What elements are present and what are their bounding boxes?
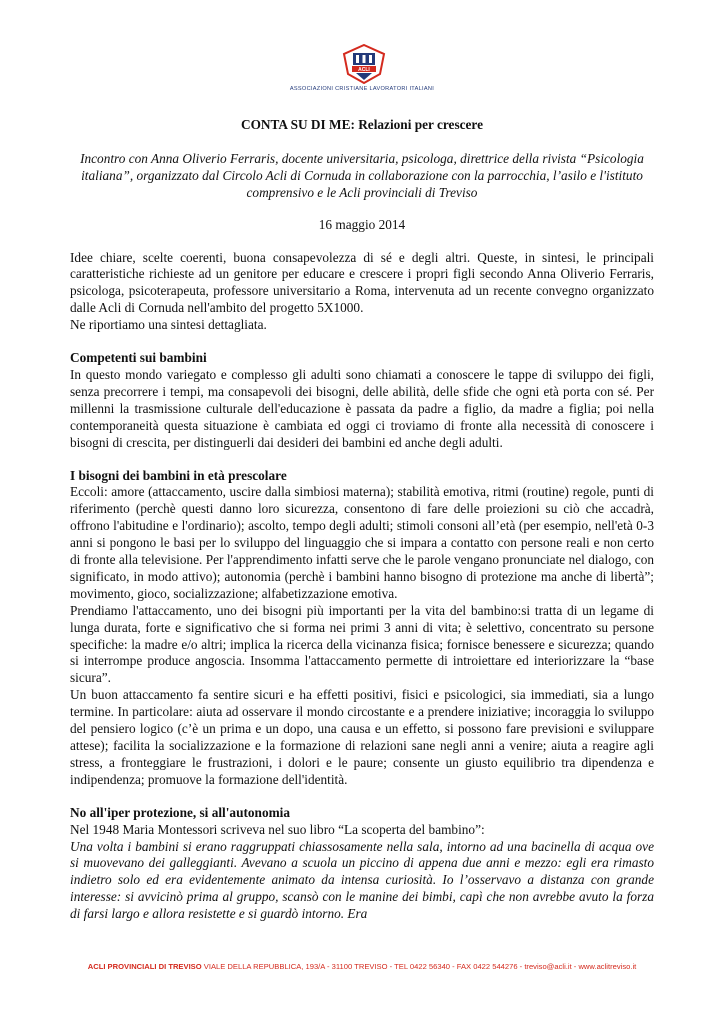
section-paragraph: Un buon attaccamento fa sentire sicuri e ha effetti positivi, fisici e psicologici, sia immediati, sia a lungo termine. In particolare: aiuta ad osservare il mondo circostante e a prendere iniziative; incoraggia lo sviluppo del pensiero logico (c’è un prima e un dopo, una causa e un effetto, si possono fare previsioni e sviluppare attese); facilita la socializzazione e la formazione di relazioni sane negli anni a venire; aiuta a reagire agli stress, a fronteggiare le frustrazioni, i dolori e le paure; consente un giusto equilibrio tra dipendenza e indipendenza; promuove la formazione dell'identità. — [70, 687, 654, 787]
section-paragraph: Nel 1948 Maria Montessori scriveva nel suo libro “La scoperta del bambino”: — [70, 821, 485, 837]
footer-brand: ACLI PROVINCIALI DI TREVISO — [87, 962, 202, 971]
section-heading: No all'iper protezione, si all'autonomia — [70, 804, 291, 820]
document-subtitle: Incontro con Anna Oliverio Ferraris, docente universitaria, psicologa, direttrice della rivista “Psicologia italiana”, organizzato dal Circolo Acli di Cornuda in collaborazione con la parrocchia, l’asilo e l'istituto comprensivo e le Acli provinciali di Treviso — [80, 150, 644, 200]
page-footer — [0, 962, 724, 971]
section-heading: I bisogni dei bambini in età prescolare — [70, 467, 287, 483]
logo-text: ACLI — [358, 67, 370, 73]
section-paragraph: Prendiamo l'attaccamento, uno dei bisogni più importanti per la vita del bambino:si tratta di un legame di lunga durata, forte e significativo che si forma nei primi 3 anni di vita; è selettivo, concentrato su persone specifiche: la madre e/o altri; implica la ricerca della vicinanza fisica; fornisce benessere e sicurezza; quando si interrompe produce angoscia. Insomma l'attaccamento permette di introiettare ed interiorizzare la “base sicura”. — [70, 602, 654, 686]
montessori-quote: Una volta i bambini si erano raggruppati chiassosamente nella sala, intorno ad una bacinella di acqua ove si muovevano dei galleggianti. Avevano a scuola un piccino di appena due anni e mezzo: egli era rimasto indietro solo ed era evidentemente animato da intensa curiosità. Io l’osservavo a distanza con grande interesse: si avvicinò prima al gruppo, scansò con le manine dei bimbi, capì che non avrebbe avuto la forza di farsi largo e allora resistette e si guardò intorno. Era — [70, 838, 654, 922]
section-paragraph: In questo mondo variegato e complesso gli adulti sono chiamati a conoscere le tappe di sviluppo dei figli, senza precorrere i tempi, ma consapevoli dei bisogni, delle abilità, delle sfide che ogni età porta con sé. Per millenni la trasmissione culturale dell'educazione è passata da padre a figlio, da madre a figlia; poi nella contemporaneità questa situazione è cambiata ed oggi ci troviamo di fronte alla necessità di conoscere i bisogni di crescita, per distinguerli dai desideri dei bambini ed anche degli adulti. — [70, 366, 654, 450]
footer-contact-info: VIALE DELLA REPUBBLICA, 193/A - 31100 TREVISO - TEL 0422 56340 - FAX 0422 544276 - treviso@acli.it - www.aclitreviso.it — [203, 962, 637, 971]
document-date: 16 maggio 2014 — [318, 216, 406, 232]
intro-paragraph: Idee chiare, scelte coerenti, buona consapevolezza di sé e degli altri. Queste, in sintesi, le principali caratteristiche richieste ad un genitore per educare e crescere i propri figli secondo Anna Oliverio Ferraris, psicologa, psicoterapeuta, professore universitario a Roma, intervenuta ad un recente convegno organizzato dalle Acli di Cornuda nell'ambito del progetto 5X1000. — [70, 249, 654, 316]
section-paragraph: Eccoli: amore (attaccamento, uscire dalla simbiosi materna); stabilità emotiva, ritmi (routine) regole, punti di riferimento (perchè questi danno loro sicurezza, consentono di fare delle proiezioni su ciò che accadrà, offrono l'abitudine e l'ordinario); ascolto, tempo degli adulti; stimoli consoni all’età (per esempio, nell'età 0-3 anni si pongono le basi per lo sviluppo del linguaggio che si impara a contatto con persone reali e non certo di fronte alla televisione. Per l'apprendimento infatti serve che le parole vengano pronunciate nel dialogo, con significato, in modo attivo); autonomia (perchè i bambini hanno bisogno di protezione ma anche di libertà”; movimento, gioco, socializzazione; alfabetizzazione emotiva. — [70, 484, 654, 601]
document-body — [70, 117, 654, 923]
intro-note: Ne riportiamo una sintesi dettagliata. — [70, 317, 267, 333]
document-title: CONTA SU DI ME: Relazioni per crescere — [240, 117, 483, 132]
section-heading: Competenti sui bambini — [70, 350, 207, 366]
organization-name: ASSOCIAZIONI CRISTIANE LAVORATORI ITALIANI — [289, 86, 435, 92]
acli-logo-icon — [342, 44, 386, 84]
